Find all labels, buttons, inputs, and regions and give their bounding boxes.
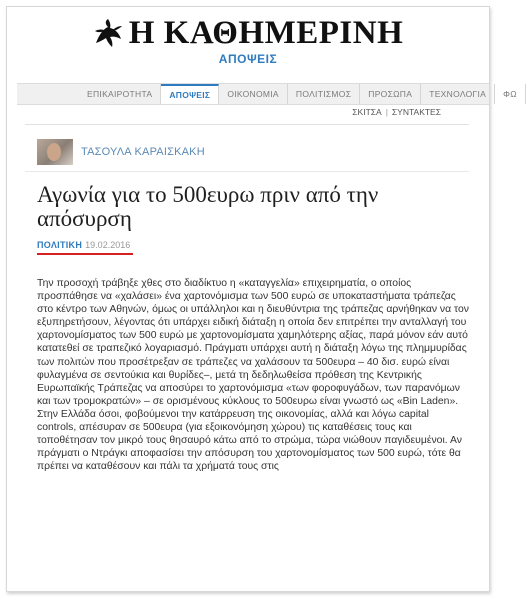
nav-item-texnologia[interactable]: ΤΕΧΝΟΛΟΓΙΑ: [421, 84, 495, 104]
nav-item-fo[interactable]: ΦΩ: [495, 84, 526, 104]
article-title: Αγωνία για το 500ευρω πριν από την απόσυρση: [37, 182, 379, 231]
divider: [25, 124, 469, 125]
nav-item-apopseis[interactable]: ΑΠΟΨΕΙΣ: [161, 84, 219, 104]
article-category[interactable]: ΠΟΛΙΤΙΚΗ: [37, 240, 83, 250]
nav-item-prosopa[interactable]: ΠΡΟΣΩΠΑ: [360, 84, 421, 104]
sub-nav: [352, 107, 441, 117]
subnav-item-syntaktes[interactable]: ΣΥΝΤΑΚΤΕΣ: [391, 107, 441, 117]
author-name[interactable]: ΤΑΣΟΥΛΑ ΚΑΡΑΙΣΚΑΚΗ: [81, 146, 205, 158]
nav-item-oikonomia[interactable]: ΟΙΚΟΝΟΜΙΑ: [219, 84, 288, 104]
bird-emblem-icon: [93, 17, 123, 49]
article-body: Την προσοχή τράβηξε χθες στο διαδίκτυο η «καταγγελία» επιχειρηματία, ο οποίος προσπάθησε να «χαλάσει» ένα χαρτονόμισμα των 500 ευρώ σε υποκαταστήματα τράπεζας στο κέντρο των Αθηνών, όμως οι υπάλληλοι και η διευθύντρια της τράπεζας αρνήθηκαν να τον εξυπηρετήσουν, λέγοντας ότι υπάρχει ειδική διάταξη η οποία δεν επιτρέπει την ανταλλαγή του χαρτονομίσματος των 500 ευρώ με χαρτονομίσματα χαμηλότερης αξίας, παρά μόνον εάν αυτό κατατεθεί σε τραπεζικό λογαριασμό. Πράγματι υπάρχει αυτή η διάταξη λόγω της πλημμυρίδας των πολιτών που προσέτρεξαν σε τράπεζες να χαλάσουν τα 500ευρα – 40 δισ. ευρώ είναι φυλαγμένα σε σεντούκια και θυρίδες–, μετά τη δεδηλωθείσα πρόθεση της Κεντρικής Ευρωπαϊκής Τράπεζας να αποσύρει το χαρτονόμισμα «των φοροφυγάδων, των παρανόμων και των τρομοκρατών» – σε ορισμένους κύκλους το 500ευρω είναι γνωστό ως «Bin Laden». Στην Ελλάδα όσοι, φοβούμενοι την κατάρρευση της οικονομίας, αλλά και λόγω capital controls, απέσυραν σε 500ευρα (για εξοικονόμηση χώρου) τις καταθέσεις τους και τοποθέτησαν τον μικρό τους θησαυρό κάτω από το στρώμα, τώρα νιώθουν παγιδευμένοι. Αν πράγματι ο Ντράγκι αποφασίσει την απόσυρση του χαρτονομίσματος των 500 ευρώ, τότε θα πρέπει να καταθέσουν και πάλι τα χρήματά τους στις: [37, 278, 469, 473]
section-title[interactable]: ΑΠΟΨΕΙΣ: [218, 52, 278, 66]
annotation-underline: [37, 253, 133, 255]
masthead: [7, 13, 489, 71]
article-date: 19.02.2016: [85, 240, 131, 250]
subnav-separator: |: [385, 107, 388, 117]
article-meta: [37, 240, 130, 250]
article-page: [6, 6, 517, 592]
subnav-item-skitsa[interactable]: ΣΚΙΤΣΑ: [352, 107, 382, 117]
main-nav: [17, 83, 517, 105]
author-byline[interactable]: [37, 139, 205, 165]
logo[interactable]: [7, 13, 489, 53]
author-avatar[interactable]: [37, 139, 73, 165]
divider: [25, 171, 469, 172]
logo-text: Η ΚΑΘΗΜΕΡΙΝΗ: [128, 15, 404, 51]
nav-item-epikairotita[interactable]: ΕΠΙΚΑΙΡΟΤΗΤΑ: [17, 84, 161, 104]
nav-item-politismos[interactable]: ΠΟΛΙΤΙΣΜΟΣ: [288, 84, 360, 104]
